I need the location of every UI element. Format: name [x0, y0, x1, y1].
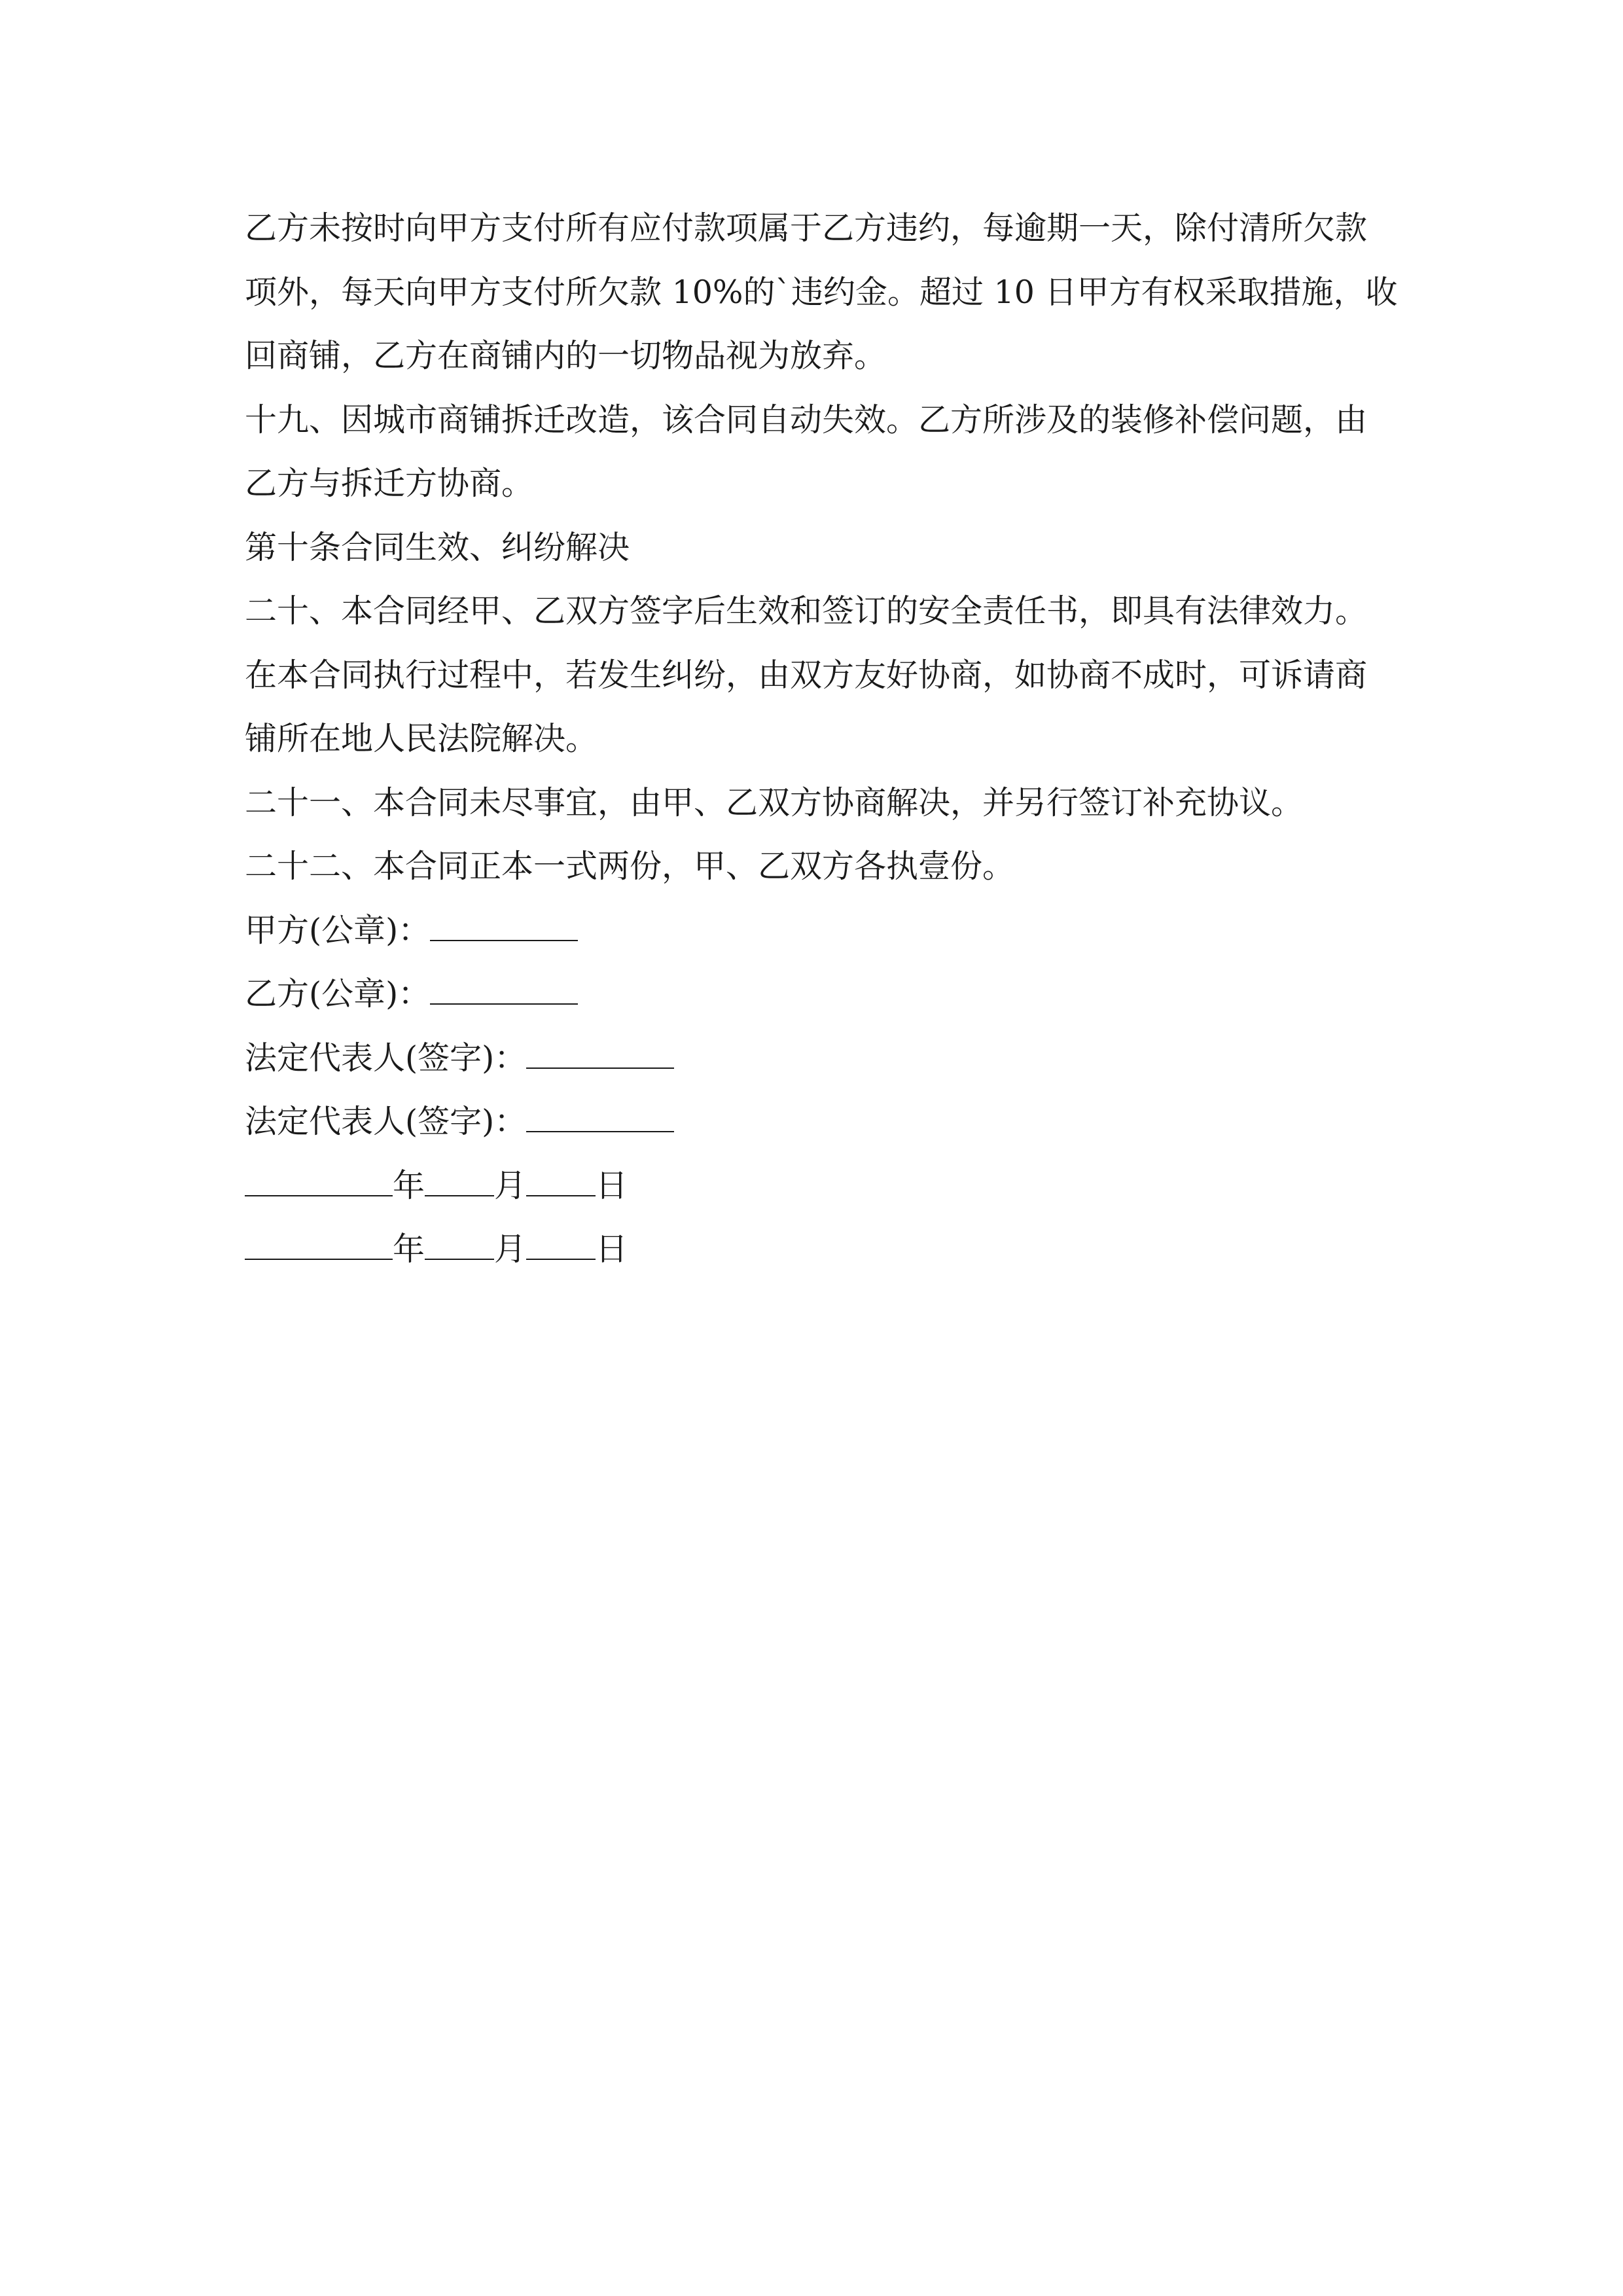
- text-line: 在本合同执行过程中，若发生纠纷，由双方友好协商，如协商不成时，可诉请商: [245, 656, 1368, 694]
- year-blank: [245, 1155, 393, 1196]
- party-b-label: 乙方(公章)：: [245, 975, 431, 1013]
- party-b-blank: [430, 963, 578, 1005]
- date-line: [245, 1217, 1410, 1282]
- month-blank: [425, 1218, 494, 1260]
- text-line: 乙方未按时向甲方支付所有应付款项属于乙方违约，每逾期一天，除付清所欠款: [245, 209, 1368, 247]
- document-body: [245, 196, 1410, 1282]
- legal-rep-signature-line: [245, 1026, 1410, 1090]
- day-blank: [526, 1155, 596, 1196]
- month-label: 月: [494, 1230, 527, 1268]
- text-line: 二十一、本合同未尽事宜，由甲、乙双方协商解决，并另行签订补充协议。: [245, 783, 1304, 821]
- text-line: 二十二、本合同正本一式两份，甲、乙双方各执壹份。: [245, 848, 1015, 885]
- year-blank: [245, 1218, 393, 1260]
- legal-rep-label: 法定代表人(签字)：: [245, 1103, 527, 1140]
- year-label: 年: [393, 1230, 425, 1268]
- text-line: 回商铺，乙方在商铺内的一切物品视为放弃。: [245, 337, 887, 374]
- text-line: 乙方与拆迁方协商。: [245, 465, 534, 502]
- legal-rep-blank: [526, 1090, 674, 1132]
- party-a-label: 甲方(公章)：: [245, 911, 431, 949]
- party-b-signature-line: [245, 962, 1410, 1026]
- month-label: 月: [494, 1166, 527, 1204]
- day-label: 日: [596, 1166, 628, 1204]
- day-blank: [526, 1218, 596, 1260]
- text-line: 二十、本合同经甲、乙双方签字后生效和签订的安全责任书，即具有法律效力。: [245, 592, 1368, 630]
- text-line: 项外，每天向甲方支付所欠款 10%的`违约金。超过 10 日甲方有权采取措施，收: [245, 273, 1398, 311]
- party-a-blank: [430, 899, 578, 941]
- section-heading: 第十条合同生效、纠纷解决: [245, 528, 630, 566]
- day-label: 日: [596, 1230, 628, 1268]
- month-blank: [425, 1155, 494, 1196]
- text-line: 十九、因城市商铺拆迁改造，该合同自动失效。乙方所涉及的装修补偿问题，由: [245, 401, 1368, 439]
- legal-rep-label: 法定代表人(签字)：: [245, 1039, 527, 1077]
- legal-rep-blank: [526, 1027, 674, 1069]
- party-a-signature-line: [245, 899, 1410, 963]
- text-line: 铺所在地人民法院解决。: [245, 720, 598, 757]
- year-label: 年: [393, 1166, 425, 1204]
- legal-rep-signature-line: [245, 1090, 1410, 1154]
- date-line: [245, 1154, 1410, 1218]
